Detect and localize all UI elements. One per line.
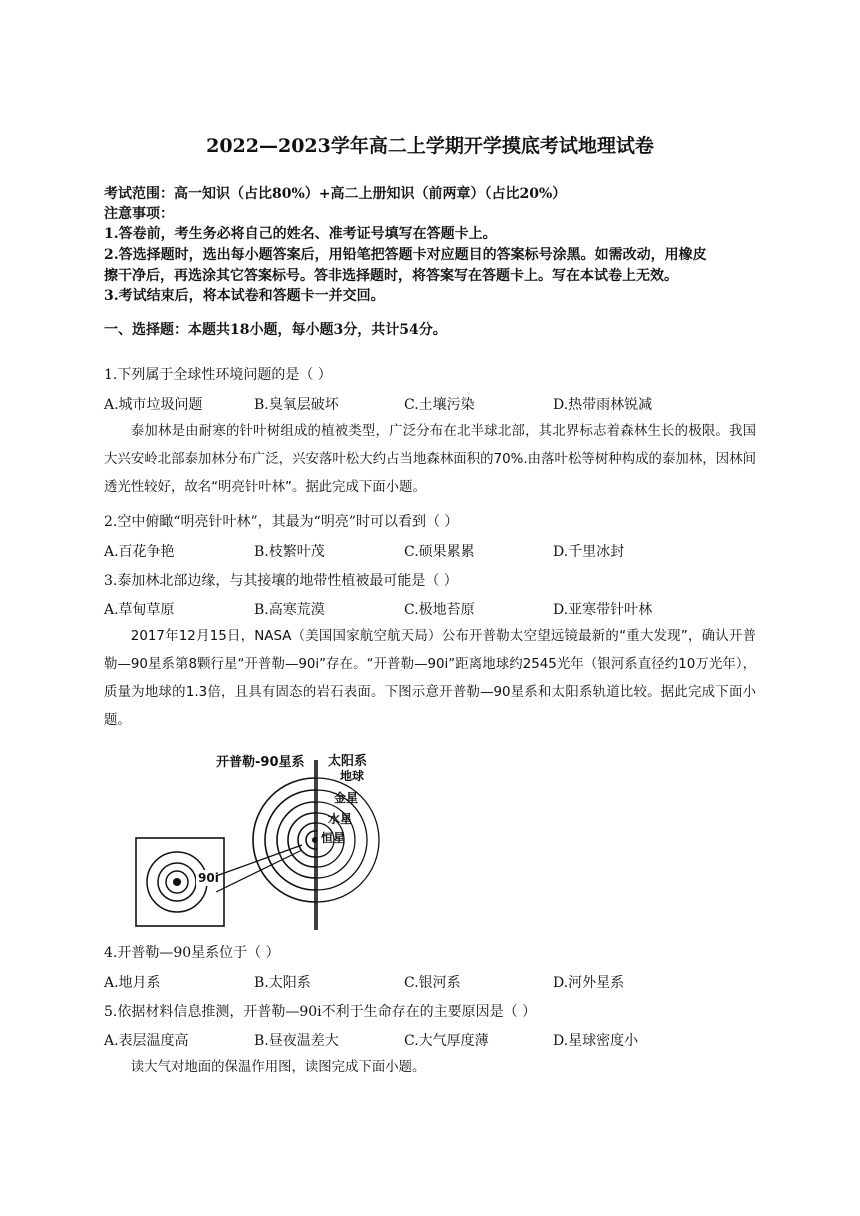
- passage-kepler: 2017年12月15日，NASA（美国国家航空航天局）公布开普勒太空望远镜最新的“重大发现”，确认开普勒—90星系第8颗行星“开普勒—90i”存在。“开普勒—90i”距离地球约2545光年（银河系直径约10万光年），质量为地球的1.3倍，且具有固态的岩石表面。下图示意开普勒—90星系和太阳系轨道比较。据此完成下面小题。: [104, 629, 756, 728]
- mercury-label: 水星: [328, 812, 353, 826]
- question-1-stem: 1.下列属于全球性环境问题的是（ ）: [104, 367, 332, 383]
- exam-scope: 考试范围：高一知识（占比80%）+高二上册知识（前两章）（占比20%）: [104, 186, 567, 202]
- question-2-option-c: C.硕果累累: [404, 544, 475, 560]
- question-4-option-c: C.银河系: [404, 975, 461, 991]
- question-4-option-d: D.河外星系: [553, 975, 625, 991]
- question-3-option-a: A.草甸草原: [104, 602, 175, 618]
- question-5-option-a: A.表层温度高: [104, 1033, 189, 1049]
- question-2-option-a: A.百花争艳: [104, 544, 175, 560]
- page-title: 2022—2023学年高二上学期开学摸底考试地理试卷: [206, 135, 654, 157]
- solar-orbit-arcs: [132, 742, 462, 932]
- earth-label: 地球: [340, 769, 365, 783]
- question-3-option-d: D.亚寒带针叶林: [553, 602, 653, 618]
- question-4-option-a: A.地月系: [104, 975, 161, 991]
- passage-taiga: 泰加林是由耐寒的针叶树组成的植被类型，广泛分布在北半球北部，其北界标志着森林生长的极限。我国大兴安岭北部泰加林分布广泛，兴安落叶松大约占当地森林面积的70%.由落叶松等树种构成的泰加林，因林间透光性较好，故名“明亮针叶林”。据此完成下面小题。: [104, 424, 756, 495]
- notice-2b: 擦干净后，再选涂其它答案标号。答非选择题时，将答案写在答题卡上。写在本试卷上无效。: [104, 268, 678, 284]
- question-5-option-d: D.星球密度小: [553, 1033, 639, 1049]
- section-heading: 一、选择题：本题共18小题，每小题3分，共计54分。: [104, 322, 447, 338]
- planet-90i-label: 90i: [198, 871, 219, 885]
- notice-1: 1.答卷前，考生务必将自己的姓名、准考证号填写在答题卡上。: [104, 226, 497, 242]
- question-4-option-b: B.太阳系: [254, 975, 311, 991]
- passage-atmosphere: 读大气对地面的保温作用图，读图完成下面小题。: [130, 1060, 426, 1075]
- venus-label: 金星: [334, 791, 359, 805]
- question-2-option-d: D.千里冰封: [553, 544, 625, 560]
- question-3-stem: 3.泰加林北部边缘，与其接壤的地带性植被最可能是（ ）: [104, 573, 458, 589]
- question-3-option-c: C.极地苔原: [404, 602, 475, 618]
- question-5-stem: 5.依据材料信息推测，开普勒—90i不利于生命存在的主要原因是（ ）: [104, 1004, 537, 1020]
- question-5-option-c: C.大气厚度薄: [404, 1033, 489, 1049]
- solar-system-label: 太阳系: [328, 754, 368, 769]
- question-1-option-b: B.臭氧层破坏: [254, 397, 339, 413]
- notice-title: 注意事项：: [104, 206, 174, 222]
- question-1-option-d: D.热带雨林锐减: [553, 397, 653, 413]
- notice-2a: 2.答选择题时，选出每小题答案后，用铅笔把答题卡对应题目的答案标号涂黑。如需改动，用橡皮: [104, 247, 707, 263]
- question-2-option-b: B.枝繁叶茂: [254, 544, 325, 560]
- question-3-option-b: B.高寒荒漠: [254, 602, 325, 618]
- question-5-option-b: B.昼夜温差大: [254, 1033, 339, 1049]
- kepler-system-label: 开普勒-90星系: [216, 755, 305, 770]
- question-1-option-a: A.城市垃圾问题: [104, 397, 203, 413]
- question-2-stem: 2.空中俯瞰“明亮针叶林”，其最为“明亮”时可以看到（ ）: [104, 514, 459, 530]
- question-1-option-c: C.土壤污染: [404, 397, 475, 413]
- star-label: 恒星: [321, 831, 346, 845]
- notice-3: 3.考试结束后，将本试卷和答题卡一并交回。: [104, 288, 385, 304]
- question-4-stem: 4.开普勒—90星系位于（ ）: [104, 945, 280, 961]
